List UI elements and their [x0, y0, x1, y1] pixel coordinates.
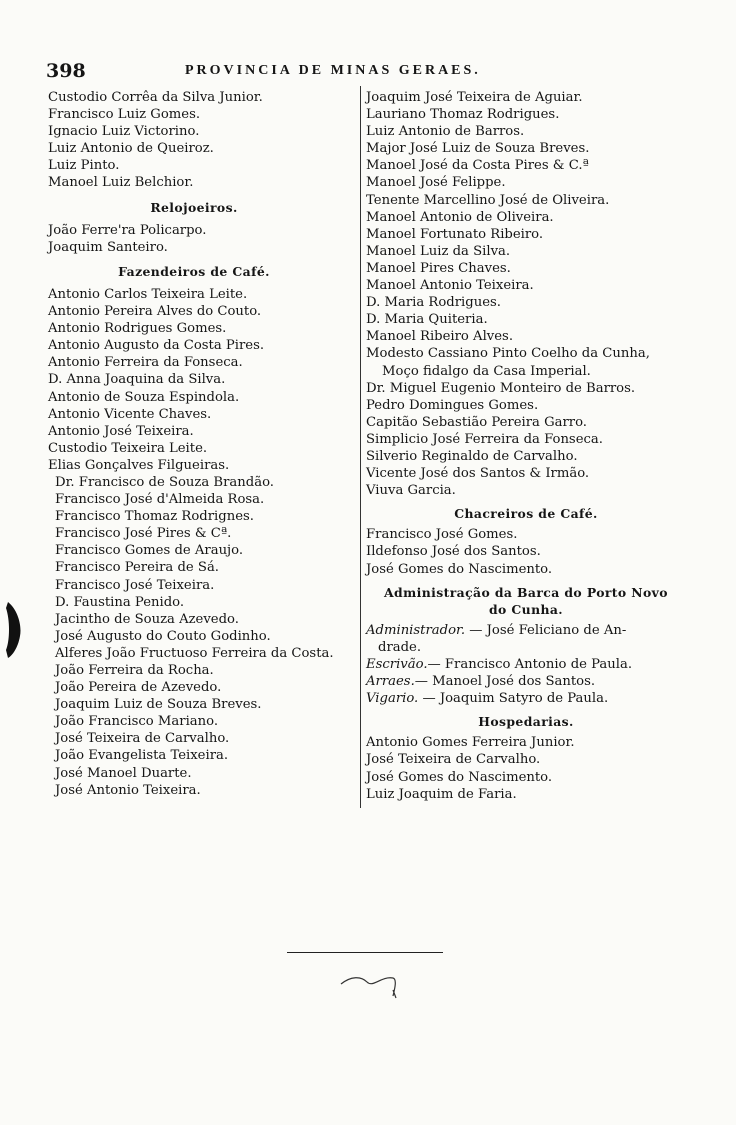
list-item: José Augusto do Couto Godinho. [55, 628, 271, 644]
list-item: Dr. Francisco de Souza Brandão. [55, 474, 274, 490]
list-item: João Ferreira da Rocha. [55, 663, 214, 678]
list-item: Ildefonso José dos Santos. [366, 544, 541, 560]
staff-name: — Joaquim Satyro de Paula. [418, 691, 609, 707]
list-item: Francisco Luiz Gomes. [48, 107, 201, 123]
list-item: Antonio Ferreira da Fonseca. [48, 355, 243, 371]
list-item: Silverio Reginaldo de Carvalho. [366, 448, 578, 464]
section-heading-administracao: Administração da Barca do Porto Novo [384, 584, 668, 600]
list-item: Manoel Antonio de Oliveira. [366, 209, 554, 225]
list-item: João Ferre'ra Policarpo. [48, 222, 207, 238]
list-item: Elias Gonçalves Filgueiras. [48, 457, 230, 473]
ink-blot-mark [2, 600, 24, 660]
section-heading-chacreiros: Chacreiros de Café. [454, 506, 598, 522]
list-item: Tenente Marcellino José de Oliveira. [366, 192, 610, 208]
list-item: Manoel José da Costa Pires & C.ª [366, 158, 589, 174]
list-item: Antonio Pereira Alves do Couto. [48, 304, 262, 320]
list-item: Custodio Corrêa da Silva Junior. [48, 90, 263, 105]
list-item: Antonio Gomes Ferreira Junior. [366, 735, 575, 751]
list-item: Custodio Teixeira Leite. [48, 440, 208, 456]
section-heading-administracao-cont: do Cunha. [488, 601, 564, 617]
list-item: Modesto Cassiano Pinto Coelho da Cunha, [366, 346, 650, 362]
column-divider [360, 86, 361, 808]
staff-entry-escrivao [366, 656, 686, 673]
list-item: Francisco José Gomes. [366, 527, 518, 543]
handwritten-mark [337, 968, 407, 1004]
list-item: Luiz Antonio de Queiroz. [48, 141, 214, 157]
list-item: Manoel Fortunato Ribeiro. [366, 226, 544, 242]
list-item: Joaquim José Teixeira de Aguiar. [366, 90, 583, 105]
list-item: Manoel José Felippe. [366, 175, 506, 191]
list-item: D. Faustina Penido. [55, 594, 185, 610]
list-item: Manoel Ribeiro Alves. [366, 329, 514, 345]
list-item: José Manoel Duarte. [55, 765, 192, 781]
list-item: Major José Luiz de Souza Breves. [366, 141, 590, 157]
section-heading-fazendeiros: Fazendeiros de Café. [118, 263, 270, 279]
right-column [366, 89, 686, 803]
list-item: João Evangelista Teixeira. [55, 748, 229, 764]
staff-name: — José Feliciano de An- [465, 622, 627, 638]
list-item: Jacintho de Souza Azevedo. [55, 611, 239, 627]
list-item: João Francisco Mariano. [55, 714, 219, 730]
left-column [48, 89, 340, 799]
list-item: Joaquim Santeiro. [48, 239, 168, 255]
list-item: Dr. Miguel Eugenio Monteiro de Barros. [366, 380, 636, 396]
role-label: Escrivão. [366, 657, 428, 672]
list-item: Francisco Pereira de Sá. [55, 560, 219, 576]
list-item: Francisco José Teixeira. [55, 577, 215, 593]
list-item: Joaquim Luiz de Souza Breves. [55, 697, 262, 713]
list-item: Pedro Domingues Gomes. [366, 397, 539, 413]
section-heading-hospedarias: Hospedarias. [478, 714, 574, 730]
list-item: Francisco Gomes de Araujo. [55, 543, 244, 559]
list-item: Manoel Luiz Belchior. [48, 175, 194, 191]
list-item: Lauriano Thomaz Rodrigues. [366, 107, 560, 123]
list-item: José Gomes do Nascimento. [366, 769, 553, 785]
list-item: Ignacio Luiz Victorino. [48, 124, 200, 140]
list-item: Manoel Pires Chaves. [366, 260, 511, 276]
list-item: Manoel Antonio Teixeira. [366, 278, 534, 294]
list-item: D. Maria Rodrigues. [366, 295, 501, 311]
list-item: José Gomes do Nascimento. [366, 561, 553, 577]
list-item: Antonio Vicente Chaves. [48, 406, 212, 422]
list-item: Alferes João Fructuoso Ferreira da Costa. [55, 645, 334, 661]
list-item: Francisco José d'Almeida Rosa. [55, 492, 265, 508]
end-rule [287, 952, 443, 953]
list-item: José Teixeira de Carvalho. [366, 752, 541, 768]
list-item: Luiz Pinto. [48, 158, 120, 174]
role-label: Vigario. [366, 691, 419, 707]
list-item: Manoel Luiz da Silva. [366, 243, 511, 259]
list-item: Antonio Augusto da Costa Pires. [48, 338, 265, 354]
staff-entry-arraes [366, 673, 686, 690]
list-item: Luiz Antonio de Barros. [366, 124, 525, 140]
list-item: Vicente José dos Santos & Irmão. [366, 466, 590, 482]
list-item: Antonio José Teixeira. [48, 423, 194, 439]
running-head: PROVINCIA DE MINAS GERAES. [185, 63, 481, 78]
list-item: Capitão Sebastião Pereira Garro. [366, 414, 587, 430]
role-label: Administrador. [366, 622, 466, 638]
staff-entry-vigario [366, 690, 686, 707]
list-item-continuation: Moço fidalgo da Casa Imperial. [382, 363, 591, 379]
list-item: Luiz Joaquim de Faria. [366, 786, 517, 802]
list-item: João Pereira de Azevedo. [55, 680, 222, 696]
staff-name: — Francisco Antonio de Paula. [427, 657, 633, 672]
list-item: Antonio Carlos Teixeira Leite. [48, 286, 248, 302]
staff-name: — Manoel José dos Santos. [414, 674, 596, 690]
list-item: Antonio Rodrigues Gomes. [48, 321, 227, 337]
list-item: D. Anna Joaquina da Silva. [48, 372, 226, 388]
role-label: Arraes. [366, 674, 415, 690]
list-item: Viuva Garcia. [366, 483, 456, 499]
list-item-continuation: drade. [378, 639, 422, 655]
page-number: 398 [46, 60, 86, 82]
staff-entry-administrador [366, 622, 686, 639]
list-item: Francisco José Pires & Cª. [55, 526, 232, 542]
list-item: José Teixeira de Carvalho. [55, 731, 230, 747]
list-item: Simplicio José Ferreira da Fonseca. [366, 431, 603, 447]
section-heading-relojoeiros: Relojoeiros. [150, 199, 238, 215]
list-item: D. Maria Quiteria. [366, 312, 488, 328]
list-item: José Antonio Teixeira. [55, 782, 201, 798]
list-item: Antonio de Souza Espindola. [48, 389, 240, 405]
list-item: Francisco Thomaz Rodrignes. [55, 509, 254, 525]
